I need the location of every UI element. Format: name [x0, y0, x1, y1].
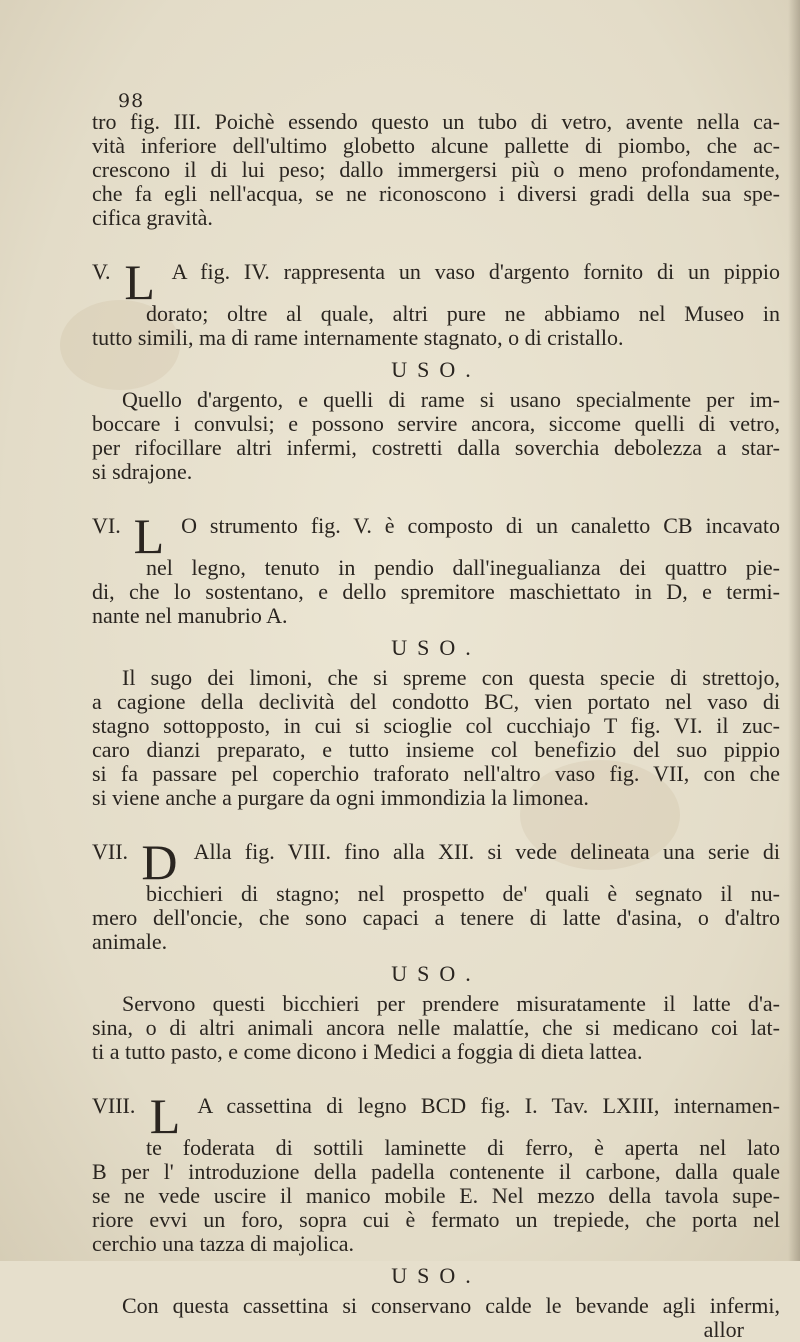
- section-paragraph: [92, 254, 781, 350]
- text-line: stagno sottopposto, in cui si scioglie col cucchiajo T fig. VI. il zuc-: [92, 713, 780, 738]
- uso-heading: USO.: [391, 961, 481, 986]
- text-line: caro dianzi preparato, e tutto insieme col benefizio del suo pippio: [92, 737, 780, 762]
- text-line: vità inferiore dell'ultimo globetto alcune pallette di piombo, che ac-: [92, 133, 780, 158]
- text-line: se ne vede uscire il manico mobile E. Nel mezzo della tavola supe-: [92, 1183, 780, 1208]
- text-line: O strumento fig. V. è composto di un canaletto CB incavato: [181, 513, 780, 538]
- text-line: animale.: [92, 929, 168, 954]
- text-line: B per l' introduzione della padella contenente il carbone, dalla quale: [92, 1159, 780, 1184]
- drop-cap: D: [141, 834, 178, 890]
- text-line: si sdrajone.: [92, 459, 193, 484]
- section-paragraph: [92, 508, 780, 628]
- uso-paragraph: [92, 992, 780, 1064]
- section-viii: [92, 1088, 780, 1342]
- text-line: per rifocillare altri infermi, costretti dalla soverchia debolezza a star-: [92, 435, 780, 460]
- text-line: [92, 1088, 780, 1144]
- text-line: crescono il di lui peso; dallo immergersi più o meno profondamente,: [92, 157, 780, 182]
- text-line: a cagione della declività del condotto BC, vien portato nel vaso di: [92, 689, 780, 714]
- section-v: [92, 254, 781, 484]
- page-edge-shadow: [788, 0, 800, 1261]
- section-paragraph: [92, 1088, 780, 1256]
- text-line: si viene anche a purgare da ogni immondizia la limonea.: [92, 785, 589, 810]
- uso-heading: USO.: [391, 1263, 481, 1288]
- text-line: Quello d'argento, e quelli di rame si usano specialmente per im-: [122, 387, 780, 412]
- text-line: Con questa cassettina si conservano calde le bevande agli infermi,: [122, 1293, 780, 1318]
- text-line: bicchieri di stagno; nel prospetto de' quali è segnato il nu-: [146, 881, 780, 906]
- uso-paragraph: [92, 1294, 780, 1318]
- text-line: tutto simili, ma di rame internamente stagnato, o di cristallo.: [92, 325, 624, 350]
- drop-cap: L: [124, 254, 155, 310]
- uso-heading: USO.: [391, 635, 481, 660]
- text-line: cerchio una tazza di majolica.: [92, 1231, 355, 1256]
- text-line: [92, 834, 780, 890]
- text-line: nante nel manubrio A.: [92, 603, 288, 628]
- text-line: [92, 254, 781, 310]
- section-number: VII.: [92, 839, 129, 864]
- uso-heading: USO.: [391, 357, 481, 382]
- text-line: boccare i convulsi; e possono servire ancora, siccome quelli di vetro,: [92, 411, 780, 436]
- drop-cap: L: [133, 508, 165, 564]
- drop-cap: L: [149, 1088, 181, 1144]
- text-line: Servono questi bicchieri per prendere misuratamente il latte d'a-: [122, 991, 780, 1016]
- text-line: che fa egli nell'acqua, se ne riconoscono i diversi gradi della sua spe-: [92, 181, 780, 206]
- page-number: 98: [118, 90, 145, 112]
- text-line: si fa passare pel coperchio traforato nell'altro vaso fig. VII, con che: [92, 761, 780, 786]
- text-line: cifica gravità.: [92, 205, 213, 230]
- text-line: sina, o di altri animali ancora nelle malattíe, che si medicano coi lat-: [92, 1015, 780, 1040]
- text-line: riore evvi un foro, sopra cui è fermato un trepiede, che porta nel: [92, 1207, 780, 1232]
- continuation-paragraph: [92, 110, 780, 230]
- text-line: di, che lo sostentano, e dello spremitore maschiettato in D, e termi-: [92, 579, 780, 604]
- section-number: VIII.: [92, 1093, 136, 1118]
- section-vii: [92, 834, 780, 1064]
- text-line: Il sugo dei limoni, che si spreme con questa specie di strettojo,: [122, 665, 780, 690]
- text-line: dorato; oltre al quale, altri pure ne abbiamo nel Museo in: [146, 301, 780, 326]
- uso-paragraph: [92, 388, 780, 484]
- text-line: tro fig. III. Poichè essendo questo un tubo di vetro, avente nella ca-: [92, 109, 780, 134]
- text-line: mero dell'oncie, che sono capaci a tenere di latte d'asina, o d'altro: [92, 905, 780, 930]
- text-line: [92, 508, 780, 564]
- section-paragraph: [92, 834, 780, 954]
- text-line: te foderata di sottili laminette di ferro, è aperta nel lato: [146, 1135, 780, 1160]
- text-line: A fig. IV. rappresenta un vaso d'argento fornito di un pippio: [171, 259, 781, 284]
- uso-paragraph: [92, 666, 780, 810]
- text-line: A cassettina di legno BCD fig. I. Tav. LXIII, internamen-: [197, 1093, 780, 1118]
- section-number: V.: [92, 259, 111, 284]
- text-line: Alla fig. VIII. fino alla XII. si vede delineata una serie di: [193, 839, 780, 864]
- text-line: nel legno, tenuto in pendio dall'inegualianza dei quattro pie-: [146, 555, 780, 580]
- text-line: ti a tutto pasto, e come dicono i Medici a foggia di dieta lattea.: [92, 1039, 643, 1064]
- page-text: [92, 110, 780, 1342]
- section-number: VI.: [92, 513, 121, 538]
- catchword: allor: [703, 1317, 744, 1342]
- section-vi: [92, 508, 780, 810]
